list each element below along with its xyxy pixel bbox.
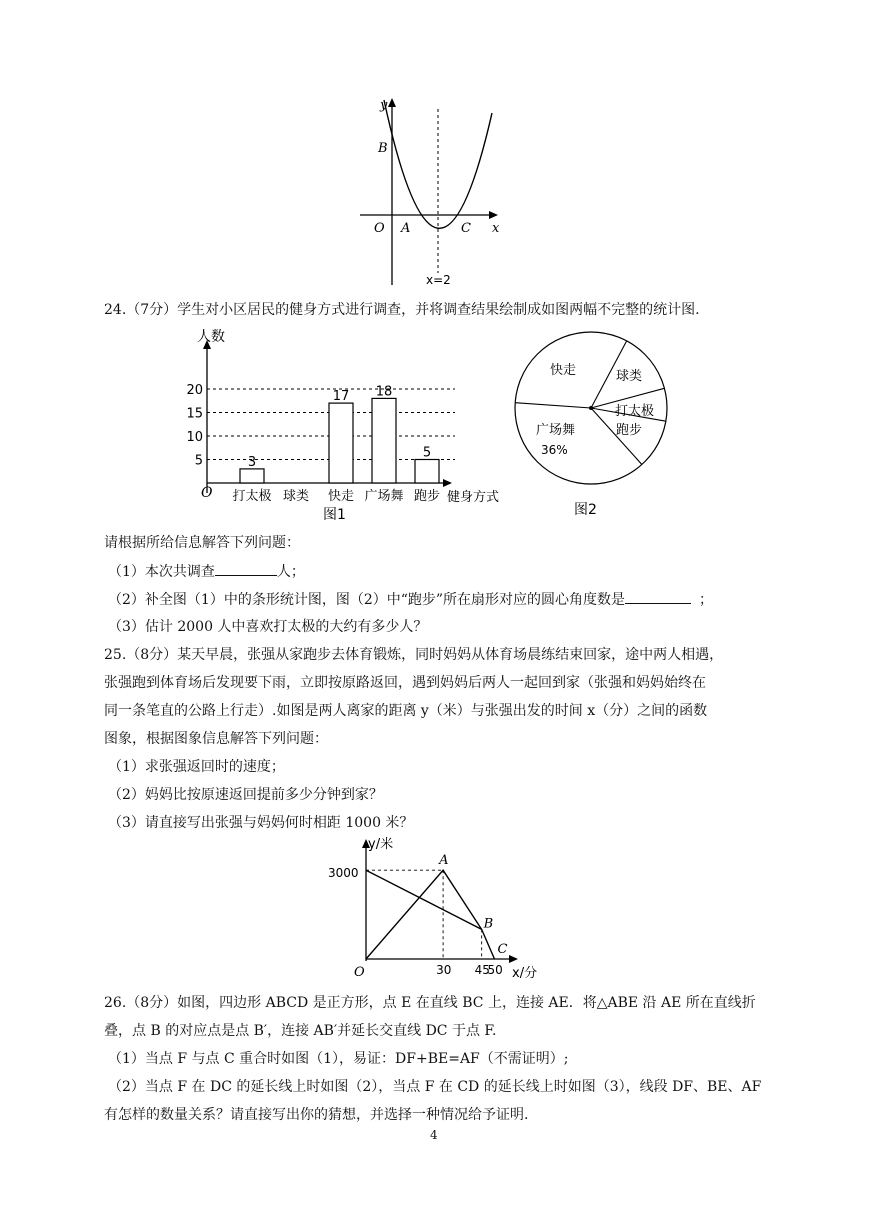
q24-part1-blank[interactable] <box>215 561 277 576</box>
bar-category-label: 跑步 <box>413 489 441 504</box>
q25-line2: 张强跑到体育场后发现要下雨，立即按原路返回，遇到妈妈后两人一起回到家（张强和妈妈始终在 <box>104 675 706 691</box>
q25-line1: 25.（8分）某天早晨，张强从家跑步去体育锻炼，同时妈妈从体育场晨练结束回家，途中两人相遇， <box>104 647 724 663</box>
bar-y-tick-label: 10 <box>186 430 203 445</box>
parabola-figure <box>360 95 520 290</box>
y-axis-arrow <box>388 98 396 107</box>
bar-y-tick-label: 5 <box>194 453 203 469</box>
point-c-label: C <box>461 221 471 236</box>
bar-value-label: 5 <box>422 445 432 461</box>
q24-part3: （3）估计 2000 人中喜欢打太极的大约有多少人？ <box>108 619 428 635</box>
pie-label-paobu: 跑步 <box>616 423 643 438</box>
q25-line4: 图象，根据图象信息解答下列问题： <box>104 731 328 747</box>
distance-time-graph <box>320 835 560 980</box>
pie-center <box>589 406 593 410</box>
dt-x-tick-50: 50 <box>487 963 503 977</box>
bar-y-tick-label: 20 <box>186 383 203 398</box>
dt-y-label: y/米 <box>368 837 394 852</box>
y-axis-label: y <box>380 98 388 113</box>
q25-part3: （3）请直接写出张强与妈妈何时相距 1000 米？ <box>108 815 414 831</box>
dt-point-c: C <box>497 942 508 957</box>
q24-stem: 24.（7分）学生对小区居民的健身方式进行调查，并将调查结果绘制成如图两幅不完整的统计图. <box>104 302 700 318</box>
pie-chart <box>508 320 678 520</box>
q25-part1: （1）求张强返回时的速度； <box>108 759 285 775</box>
bar-4 <box>415 460 439 484</box>
x-axis-arrow <box>489 211 498 219</box>
bar-value-label: 17 <box>332 389 350 405</box>
q24-part2-blank[interactable] <box>625 589 691 604</box>
bar-0 <box>240 469 264 483</box>
dt-x-tick-30: 30 <box>436 963 452 977</box>
q24-part1-before: （1）本次共调查 <box>108 564 215 580</box>
pie-label-kuaizou: 快走 <box>550 363 577 378</box>
point-b-label: B <box>378 141 388 156</box>
q24-part1 <box>108 561 305 582</box>
x-axis-label: x <box>492 221 500 236</box>
bar-chart-origin: O <box>201 485 213 501</box>
bar-y-tick-label: 15 <box>186 406 203 422</box>
dt-x-label: x/分 <box>512 966 538 981</box>
bar-chart-y-label: 人数 <box>197 329 225 345</box>
pie-label-guangchangwu: 广场舞 <box>536 423 576 438</box>
pie-label-dataiji: 打太极 <box>615 404 655 419</box>
q24-part2 <box>108 589 713 610</box>
q24-intro: 请根据所给信息解答下列问题： <box>104 535 300 551</box>
dt-x-arrow <box>509 955 518 963</box>
bar-chart-caption: 图1 <box>323 507 346 523</box>
bar-chart-x-arrow <box>443 479 452 487</box>
q24-part2-after: ； <box>699 592 714 608</box>
bar-category-label: 球类 <box>282 489 310 504</box>
dt-series-line-1 <box>366 870 482 929</box>
q26-part2-line2: 有怎样的数量关系？请直接写出你的猜想，并选择一种情况给予证明. <box>104 1107 529 1123</box>
dt-x-tick-45: 45 <box>474 963 490 977</box>
bar-value-label: 18 <box>375 384 393 400</box>
bar-value-label: 3 <box>247 454 257 470</box>
pie-label-guangchangwu-pct: 36% <box>541 443 568 457</box>
pie-chart-caption: 图2 <box>574 502 597 518</box>
dt-origin: O <box>354 965 365 980</box>
dt-series-line-0 <box>366 870 495 959</box>
bar-category-label: 广场舞 <box>364 489 404 504</box>
point-a-label: A <box>401 221 411 236</box>
q25-part2: （2）妈妈比按原速返回提前多少分钟到家？ <box>108 787 383 803</box>
dt-point-b: B <box>483 916 494 932</box>
q26-part2-line1: （2）当点 F 在 DC 的延长线上时如图（2），当点 F 在 CD 的延长线上时如图（3），线段 DF、BE、AF <box>108 1079 762 1095</box>
bar-chart <box>186 325 515 525</box>
bar-3 <box>372 398 396 483</box>
bar-2 <box>329 403 353 483</box>
origin-label: O <box>374 221 385 236</box>
bar-category-label: 打太极 <box>232 489 272 504</box>
page-number: 4 <box>430 1128 438 1142</box>
q26-line2: 叠，点 B 的对应点是点 B′，连接 AB′并延长交直线 DC 于点 F. <box>104 1023 497 1039</box>
bar-chart-x-label: 健身方式 <box>447 490 500 505</box>
q24-part1-after: 人； <box>276 564 305 580</box>
q26-line1: 26.（8分）如图，四边形 ABCD 是正方形，点 E 在直线 BC 上，连接 AE．将△ABE 沿 AE 所在直线折 <box>104 995 756 1011</box>
dt-point-a: A <box>439 853 449 869</box>
bar-category-label: 快走 <box>327 489 355 504</box>
q26-part1: （1）当点 F 与点 C 重合时如图（1），易证：DF+BE=AF（不需证明）; <box>108 1051 569 1067</box>
dt-y-tick-3000: 3000 <box>328 866 359 880</box>
q24-part2-before: （2）补全图（1）中的条形统计图，图（2）中“跑步”所在扇形对应的圆心角度数是 <box>108 592 626 608</box>
symmetry-axis-label: x=2 <box>426 273 451 287</box>
pie-label-qiulei: 球类 <box>616 369 643 384</box>
q25-line3: 同一条笔直的公路上行走）.如图是两人离家的距离 y（米）与张强出发的时间 x（分）之间的函数 <box>104 703 708 719</box>
